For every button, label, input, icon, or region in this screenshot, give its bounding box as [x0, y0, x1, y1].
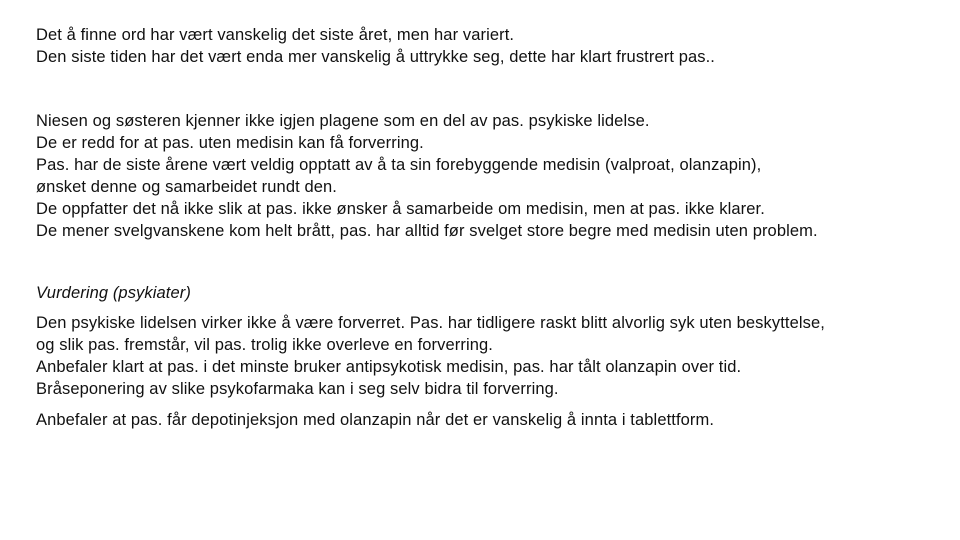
text-line: Anbefaler klart at pas. i det minste bruker antipsykotisk medisin, pas. har tålt olanzapin over tid.	[36, 358, 742, 376]
text-line: Den psykiske lidelsen virker ikke å være forverret. Pas. har tidligere raskt blitt alvorlig syk uten beskyttelse,	[36, 314, 825, 332]
text-line: Niesen og søsteren kjenner ikke igjen plagene som en del av pas. psykiske lidelse.	[36, 112, 650, 130]
recommendation-text: Anbefaler at pas. får depotinjeksjon med olanzapin når det er vanskelig å innta i tablettform.	[36, 411, 715, 429]
text-line: Den siste tiden har det vært enda mer vanskelig å uttrykke seg, dette har klart frustrert pas..	[36, 48, 715, 66]
assessment-heading: Vurdering (psykiater)	[36, 284, 191, 302]
text-line: De mener svelgvanskene kom helt brått, pas. har alltid før svelget store begre med medisin uten problem.	[36, 222, 818, 240]
intro-paragraph	[36, 24, 936, 68]
recommendation-paragraph	[36, 409, 936, 431]
text-line: Det å finne ord har vært vanskelig det siste året, men har variert.	[36, 26, 515, 44]
text-line: De oppfatter det nå ikke slik at pas. ikke ønsker å samarbeide om medisin, men at pas. ikke klarer.	[36, 200, 765, 218]
text-line: Bråseponering av slike psykofarmaka kan i seg selv bidra til forverring.	[36, 380, 559, 398]
text-line: og slik pas. fremstår, vil pas. trolig ikke overleve en forverring.	[36, 336, 493, 354]
family-paragraph	[36, 110, 936, 242]
assessment-heading-block	[36, 282, 936, 304]
text-line: Pas. har de siste årene vært veldig opptatt av å ta sin forebyggende medisin (valproat, olanzapin),	[36, 156, 762, 174]
text-line: De er redd for at pas. uten medisin kan få forverring.	[36, 134, 424, 152]
text-line: ønsket denne og samarbeidet rundt den.	[36, 178, 337, 196]
assessment-paragraph	[36, 312, 936, 400]
